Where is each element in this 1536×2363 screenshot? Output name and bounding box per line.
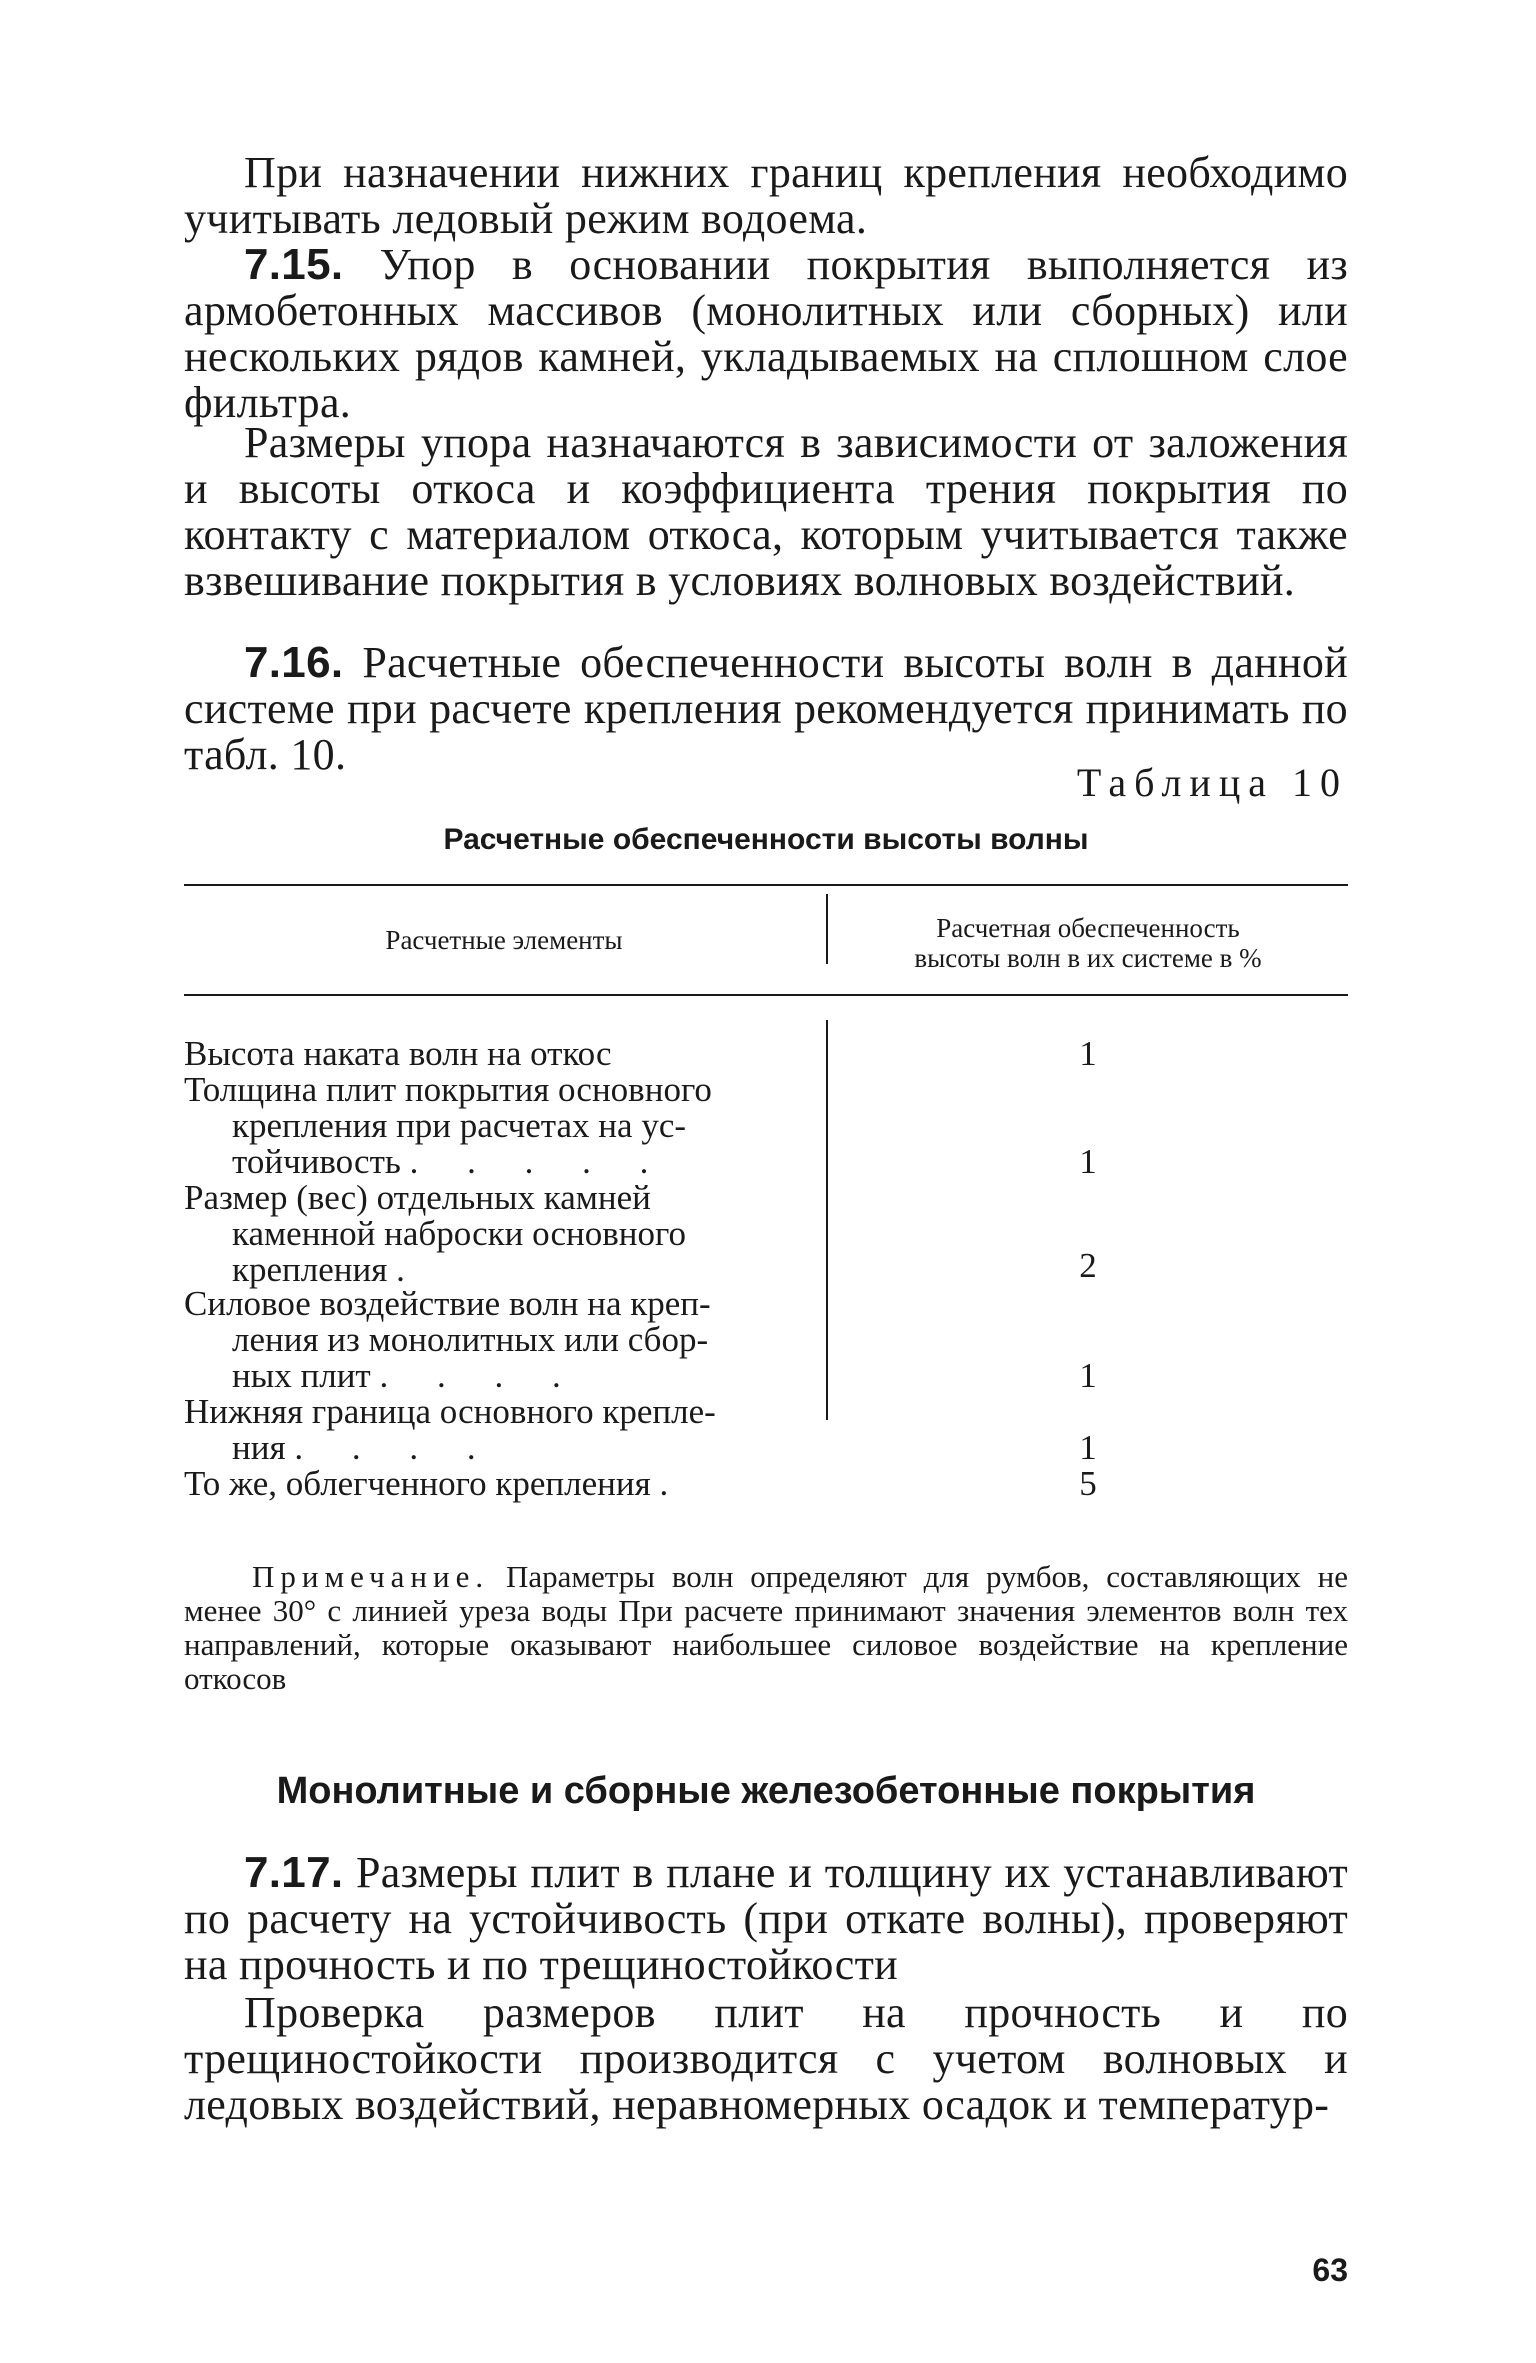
table-row-label: То же, облегченного крепления . <box>184 1464 689 1503</box>
table-row-value: 1 <box>1079 1142 1097 1181</box>
paragraph-text: Размеры плит в плане и толщину их устанавливают по расчету на устойчивость (при откате волны), проверяют на прочность и по трещиностойкости <box>184 1848 1348 1989</box>
clause-number: 7.15. <box>244 240 344 289</box>
paragraph-ice-regime <box>184 150 1348 242</box>
table-top-rule <box>184 884 1348 886</box>
paragraph-strength-check <box>184 1990 1348 2128</box>
table-row-value: 1 <box>1079 1428 1097 1467</box>
column-header-probability-line1: Расчетная обеспеченность <box>936 913 1240 943</box>
section-heading: Монолитные и сборные железобетонные покрытия <box>276 1770 1256 1812</box>
table-row-value: 1 <box>1079 1034 1097 1073</box>
clause-number: 7.17. <box>244 1848 344 1897</box>
paragraph-text: Упор в основании покрытия выполняется из армобетонных массивов (монолитных или сборных) или нескольких рядов камней, укладываемых на сплошном слое фильтра. <box>184 240 1348 427</box>
header-bottom-rule <box>184 994 1348 996</box>
table-row-label: Нижняя граница основного крепле- ния . . . . <box>184 1392 716 1467</box>
note-text: Параметры волн определяют для румбов, составляющих не менее 30° с линией уреза воды При расчете принимают значения элементов волн тех направлений, которые оказывают наибольшее силовое воздействие на крепление откосов <box>184 1559 1348 1696</box>
table-note <box>184 1560 1348 1696</box>
note-label: Примечание. <box>252 1559 490 1594</box>
table-row-label: Размер (вес) отдельных камней каменной наброски основного крепления . <box>184 1178 686 1289</box>
column-header-elements: Расчетные элементы <box>385 925 623 955</box>
table-row-value: 1 <box>1079 1356 1097 1395</box>
clause-number: 7.16. <box>244 638 344 687</box>
table-row-label: Силовое воздействие волн на креп- ления из монолитных или сбор- ных плит . . . . <box>184 1284 711 1395</box>
table-row-value: 5 <box>1079 1464 1097 1503</box>
paragraph-7-17 <box>184 1850 1348 1988</box>
table-row-value: 2 <box>1079 1246 1097 1285</box>
paragraph-stop-dimensions <box>184 420 1348 604</box>
page-number: 63 <box>1312 2252 1348 2288</box>
table-row-label: Высота наката волн на откос <box>184 1034 612 1073</box>
table-label: Таблица 10 <box>1076 760 1348 805</box>
column-header-probability-line2: высоты волн в их системе в % <box>914 943 1262 973</box>
paragraph-7-15 <box>184 242 1348 426</box>
paragraph-text: Расчетные обеспеченности высоты волн в данной системе при расчете крепления рекомендуется принимать по табл. 10. <box>184 638 1349 779</box>
table-row-label: Толщина плит покрытия основного крепления при расчетах на ус- тойчивость . . . . . <box>184 1070 712 1181</box>
paragraph-7-16 <box>184 640 1348 778</box>
paragraph-text: При назначении нижних границ крепления необходимо учитывать ледовый режим водоема. <box>184 148 1348 243</box>
paragraph-text: Размеры упора назначаются в зависимости от заложения и высоты откоса и коэффициента трения покрытия по контакту с материалом откоса, которым учитывается также взвешивание покрытия в условиях волновых воздействий. <box>184 418 1348 605</box>
data-table <box>184 880 1348 1530</box>
paragraph-text: Проверка размеров плит на прочность и по трещиностойкости производится с учетом волновых и ледовых воздействий, неравномерных осадок и температур- <box>184 1988 1348 2129</box>
table-title: Расчетные обеспеченности высоты волны <box>443 823 1089 856</box>
